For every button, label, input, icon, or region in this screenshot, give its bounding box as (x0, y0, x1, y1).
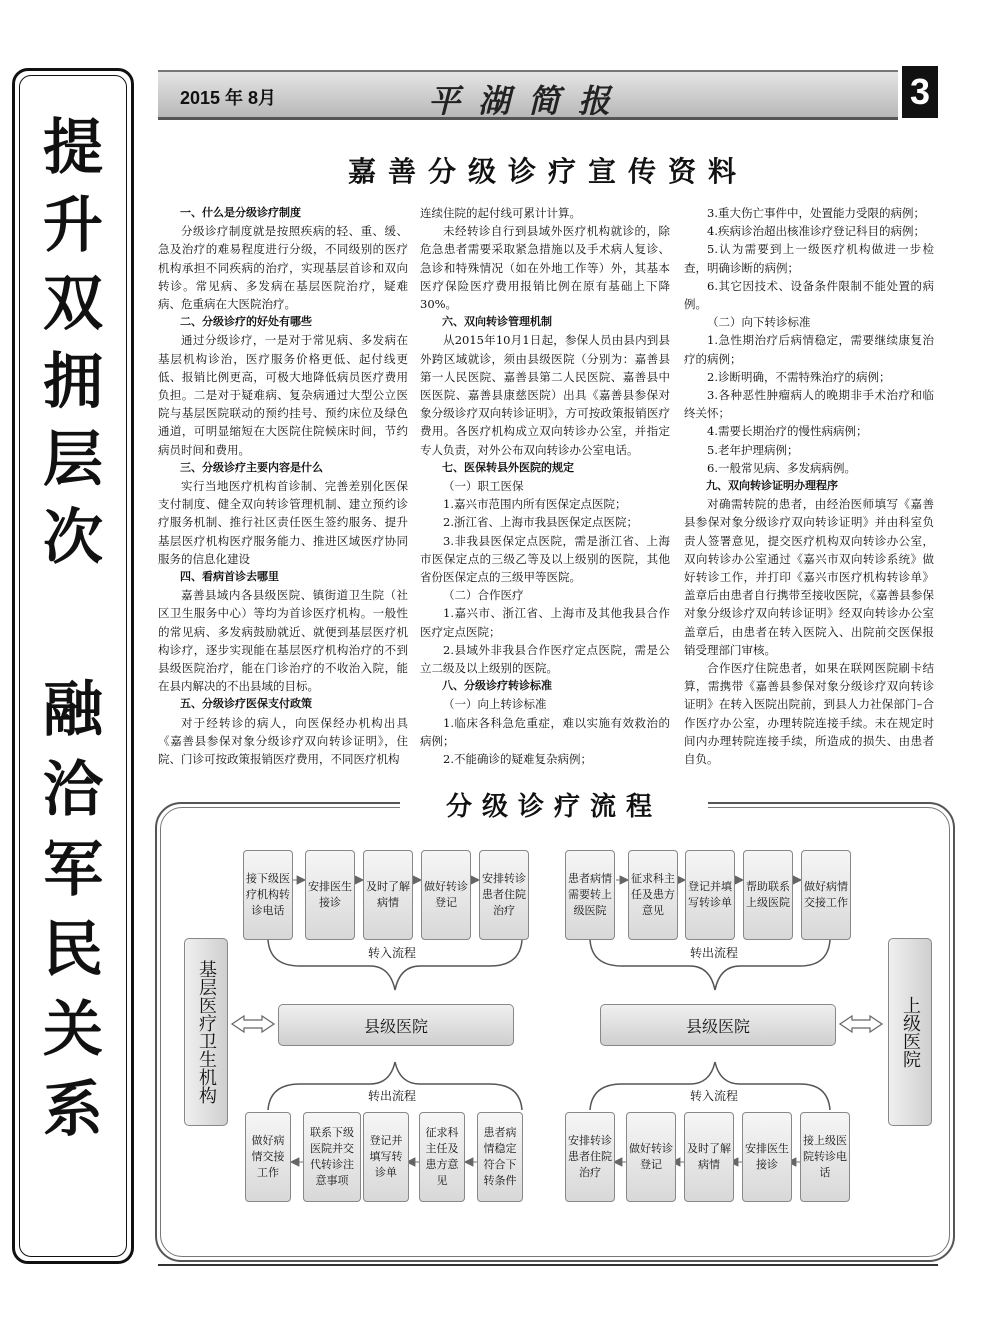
flow-step: 登记并填写转诊单 (685, 850, 735, 940)
label-transfer-out-bottom: 转出流程 (368, 1089, 417, 1103)
paragraph: （一）职工医保 (443, 479, 524, 494)
sidebar-char: 系 (43, 1075, 103, 1145)
paragraph: 2.浙江省、上海市我县医保定点医院； (443, 515, 638, 530)
paragraph: 未经转诊自行到县域外医疗机构就诊的，除危急患者需要采取紧急措施以及手术病人复诊、急诊和特殊情况（如在外地工作等）外，其基本医疗保险医疗费用报销比例在原有基础上下降30%。 (420, 224, 670, 312)
label-transfer-in-bottom: 转入流程 (690, 1089, 739, 1103)
flow-step: 接上级医院转诊电话 (800, 1112, 850, 1202)
flow-step: 做好转诊登记 (626, 1112, 676, 1202)
paragraph: 2.县域外非我县合作医疗定点医院，需是公立二级及以上级别的医院。 (420, 642, 670, 676)
upper-hospital-box: 上级医院 (888, 938, 932, 1126)
section-heading: 七、医保转县外医院的规定 (442, 460, 574, 474)
page-number: 3 (902, 66, 938, 118)
flow-step: 安排医生接诊 (305, 850, 355, 940)
section-heading: 三、分级诊疗主要内容是什么 (180, 460, 323, 474)
paragraph: 对确需转院的患者，由经治医师填写《嘉善县参保对象分级诊疗双向转诊证明》并由科室负责人签署意见，提交医疗机构双向转诊办公室，双向转诊办公室通过《嘉兴市双向转诊系统》做好转诊工作，并打印《嘉兴市医疗机构转诊单》盖章后由患者自行携带至接收医院，《嘉善县参保对象分级诊疗双向转诊证明》经双向转诊办公室盖章后，由患者在转入医院入、出院前交医保报销受理部门审核。 (684, 497, 934, 657)
flow-step: 做好病情交接工作 (245, 1112, 291, 1202)
sidebar-char: 军 (43, 835, 103, 905)
paragraph: 4.疾病诊治超出核准诊疗登记科目的病例； (707, 224, 925, 239)
paragraph: 3.非我县医保定点医院，需是浙江省、上海市医保定点的三级乙等及以上级别的医院，其他省份医保定点的三级甲等医院。 (420, 533, 670, 585)
section-heading: 五、分级诊疗医保支付政策 (180, 697, 312, 711)
paragraph: 3.各种恶性肿瘤病人的晚期非手术治疗和临终关怀； (684, 388, 934, 421)
paragraph: 通过分级诊疗，一是对于常见病、多发病在基层机构诊治，医疗服务价格更低、起付线更低、报销比例更高，可极大地降低病员医疗费用负担。二是对于疑难病、复杂病通过大型公立医院与基层医院联动的预约挂号、预约床位及绿色通道，可明显缩短在大医院住院候床时间，节约病员时间和费用。 (158, 333, 408, 457)
paragraph: 3.重大伤亡事件中，处置能力受限的病例； (707, 206, 925, 220)
flow-step: 及时了解病情 (363, 850, 413, 940)
paragraph: 1.嘉兴市、浙江省、上海市及其他我县合作医疗定点医院； (420, 606, 670, 639)
paragraph: （二）向下转诊标准 (707, 315, 811, 330)
flow-step: 联系下级医院并交代转诊注意事项 (303, 1112, 361, 1202)
flow-step: 及时了解病情 (684, 1112, 734, 1202)
paragraph: 6.一般常见病、多发病病例。 (707, 460, 856, 475)
paragraph: 对于经转诊的病人，向医保经办机构出具《嘉善县参保对象分级诊疗双向转诊证明》，住院、门诊可按政策报销医疗费用，不同医疗机构 (158, 715, 408, 767)
paragraph: 4.需要长期治疗的慢性病病例； (707, 424, 868, 439)
sidebar-char: 融 (43, 675, 103, 745)
paragraph: 从2015年10月1日起，参保人员由县内到县外跨区域就诊，须由县级医院（分别为：嘉善县第一人民医院、嘉善县第二人民医院、嘉善县中医医院、嘉善县康慈医院）出具《嘉善县参保对象分级诊疗双向转诊证明》，方可按政策报销医疗费用。各医疗机构成立双向转诊办公室，并指定专人负责，对外公布双向转诊办公室电话。 (420, 333, 670, 457)
sidebar-char: 提 (43, 113, 103, 183)
paragraph: 1.嘉兴市范围内所有医保定点医院； (443, 497, 627, 512)
section-heading: 九、双向转诊证明办理程序 (706, 479, 838, 493)
paragraph: 实行当地医疗机构首诊制、完善差别化医保支付制度、健全双向转诊管理机制、建立预约诊疗服务机制、推行社区责任医生签约服务、提升基层医疗机构医疗服务能力、推进区域医疗协同服务的信息化建设 (158, 479, 408, 566)
section-heading: 六、双向转诊管理机制 (442, 315, 552, 329)
sidebar-char: 洽 (43, 755, 103, 825)
sidebar-char: 拥 (43, 347, 103, 417)
flow-step: 做好转诊登记 (421, 850, 471, 940)
label-transfer-in-top: 转入流程 (368, 946, 417, 960)
article-title: 嘉善分级诊疗宣传资料 (347, 155, 748, 188)
sidebar-char: 民 (43, 915, 103, 985)
paragraph: （二）合作医疗 (443, 588, 524, 603)
primary-care-box: 基层医疗卫生机构 (184, 938, 228, 1126)
paragraph: （一）向上转诊标准 (443, 697, 547, 712)
paragraph: 5.认为需要到上一级医疗机构做进一步检查，明确诊断的病例； (684, 242, 934, 275)
section-heading: 四、看病首诊去哪里 (180, 570, 279, 584)
section-heading: 一、什么是分级诊疗制度 (180, 206, 301, 219)
flow-step: 帮助联系上级医院 (743, 850, 793, 940)
paragraph: 嘉善县域内各县级医院、镇街道卫生院（社区卫生服务中心）等均为首诊医疗机构。一般性的常见病、多发病鼓励就近、就便到基层医疗机构诊疗，逐步实现能在基层医疗机构治疗的不到县级医院治疗，能在门诊治疗的不收治入院，能在县内解决的不出县域的目标。 (158, 588, 408, 694)
flow-step: 安排转诊患者住院治疗 (479, 850, 529, 940)
sidebar-char: 次 (43, 503, 103, 573)
section-heading: 二、分级诊疗的好处有哪些 (180, 315, 312, 329)
sidebar-char: 层 (43, 425, 103, 495)
paragraph: 6.其它因技术、设备条件限制不能处置的病例。 (684, 278, 934, 312)
flow-step: 患者病情稳定符合下转条件 (477, 1112, 523, 1202)
paragraph: 1.临床各科急危重症，难以实施有效救治的病例； (420, 715, 670, 748)
masthead: 平湖简报 (428, 82, 629, 120)
paragraph: 1.急性期治疗后病情稳定，需要继续康复治疗的病例； (684, 333, 934, 366)
flow-step: 安排医生接诊 (742, 1112, 792, 1202)
flow-step: 做好病情交接工作 (801, 850, 851, 940)
paragraph: 5.老年护理病例； (707, 442, 799, 457)
county-hospital-right: 县级医院 (600, 1004, 836, 1046)
paragraph: 2.诊断明确，不需特殊治疗的病例； (707, 369, 891, 384)
section-heading: 八、分级诊疗转诊标准 (442, 679, 552, 693)
flow-step: 接下级医疗机构转诊电话 (243, 850, 293, 940)
paragraph: 连续住院的起付线可累计计算。 (420, 206, 581, 220)
paragraph: 分级诊疗制度就是按照疾病的轻、重、缓、急及治疗的难易程度进行分级，不同级别的医疗机构承担不同疾病的治疗，实现基层首诊和双向转诊。常见病、多发病在基层医院治疗，疑难病、危重病在大医院治疗。 (158, 224, 408, 312)
flow-step: 安排转诊患者住院治疗 (565, 1112, 615, 1202)
paragraph: 2.不能确诊的疑难复杂病例； (443, 752, 592, 767)
paragraph: 合作医疗住院患者，如果在联网医院刷卡结算，需携带《嘉善县参保对象分级诊疗双向转诊证明》在转入医院出院前，到县人力社保部门–合作医疗办公室，办理转院连接手续。未在规定时间内办理转院连接手续，所造成的损失、由患者自负。 (684, 661, 934, 767)
flow-step: 患者病情需要转上级医院 (565, 850, 615, 940)
sidebar-char: 关 (43, 995, 103, 1065)
sidebar-char: 双 (43, 269, 103, 339)
flow-step: 征求科主任及患方意见 (419, 1112, 465, 1202)
flow-step: 征求科主任及患方意见 (628, 850, 678, 940)
county-hospital-left: 县级医院 (278, 1004, 514, 1046)
flowchart-title: 分级诊疗流程 (400, 786, 708, 823)
issue-date: 2015 年 8月 (180, 88, 277, 108)
label-transfer-out-top: 转出流程 (690, 946, 739, 960)
sidebar-char: 升 (43, 191, 103, 261)
flow-step: 登记并填写转诊单 (363, 1112, 409, 1202)
